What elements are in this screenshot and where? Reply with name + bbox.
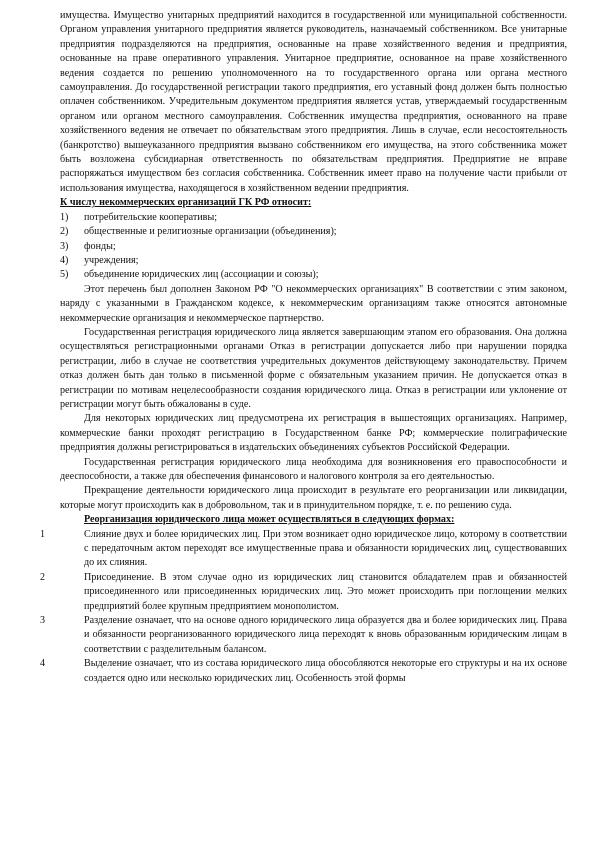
list-item-text: Разделение означает, что на основе одного юридического лица образуется два и более юридических лиц. Права и обязанности реорганизованного юридического лица переходят к вновь образованным юридическим лицам в соответствии с разделительным балансом.	[84, 615, 567, 655]
list-item-text: Присоединение. В этом случае одно из юридических лиц становится обладателем прав и обязанностей присоединенного или присоединенных юридических лиц. Это может происходить при поглощении мелких предприятий более крупным предприятием монополистом.	[84, 571, 567, 612]
list-item-text: Слияние двух и более юридических лиц. При этом возникает одно юридическое лицо, которому в соответствии с передаточным актом переходят все имущественные права и обязанности юридических лиц, существовавших до их слияния.	[84, 528, 567, 569]
list-item-text: Выделение означает, что из состава юридического лица обособляются некоторые его структуры и на их основе создается одно или несколько юридических лиц. Особенность этой формы	[84, 658, 567, 684]
list-item-text: общественные и религиозные организации (объединения);	[84, 226, 337, 238]
list-item-number: 2	[40, 571, 46, 583]
list-item-number: 1	[40, 528, 46, 540]
list-item	[60, 211, 567, 225]
list-item-text: фонды;	[84, 240, 116, 252]
list-item	[40, 528, 567, 571]
body-paragraph: Государственная регистрация юридического лица является завершающим этапом его образования. Она должна осуществляться регистрационными органами Отказ в регистрации допускается либо при нарушении порядка регистрации, либо в случае не соответствия учредительных документов действующему законодательству. Причем отказ должен быть дан только в письменной форме с обязательным указанием причин. Не допускается отказ в регистрации по мотивам нецелесообразности создания юридического лица. Отказ в регистрации или уклонение от регистрации могут быть обжалованы в суде.	[60, 326, 567, 410]
list-item-number: 5)	[60, 269, 69, 281]
list-item-text: учреждения;	[84, 254, 139, 266]
list-item-number: 4)	[60, 254, 69, 266]
list-item	[40, 614, 567, 657]
list-item-number: 1)	[60, 211, 69, 223]
list-item	[40, 571, 567, 614]
intro-paragraph: имущества. Имущество унитарных предприятий находится в государственной или муниципальной собственности. Органом управления унитарного предприятия является руководитель, назначаемый собственником. Все унитарные предприятия подразделяются на предприятия, основанные на праве хозяйственного ведения и предприятия, основанные на праве оперативного управления. Унитарное предприятие, основанное на праве хозяйственного ведения создается по решению уполномоченного на то государственного органа или органа местного самоуправления. До государственной регистрации такого предприятия, его уставный фонд должен быть полностью оплачен собственником. Учредительным документом предприятия является устав, утверждаемый государственным органом или органом местного самоуправления. Собственник имущества предприятия, основанного на праве хозяйственного ведения не отвечает по обязательствам этого предприятия. Лишь в случае, если несостоятельность (банкротство) вышеуказанного предприятия вызвано собственником его имущества, на этого собственника может быть возложена субсидиарная ответственность по обязательствам предприятия. Предприятие не вправе распоряжаться имуществом без согласия собственника. Собственник имеет право на получение части прибыли от использования имущества, находящегося в хозяйственном ведении предприятия.	[60, 10, 567, 194]
list-item	[40, 657, 567, 686]
nonprofit-heading: К числу некоммерческих организаций ГК РФ относит:	[60, 197, 312, 209]
list-item-number: 2)	[60, 226, 69, 238]
body-paragraph: Прекращение деятельности юридического лица происходит в результате его реорганизации или ликвидации, которые могут происходить как в добровольном, так и в принудительном порядке, т. е. по решению суда.	[60, 485, 567, 511]
list-item-text: потребительские кооперативы;	[84, 211, 218, 223]
list-item	[60, 225, 567, 239]
body-paragraph: Для некоторых юридических лиц предусмотрена их регистрация в вышестоящих организациях. Например, коммерческие банки проходят регистрацию в Государственном банке РФ; коммерческие полиграфические предприятия должны регистрироваться в издательских объединениях субъектов Российской Федерации.	[60, 413, 567, 454]
list-item-number: 3	[40, 615, 46, 627]
reorg-heading: Реорганизация юридического лица может осуществляться в следующих формах:	[84, 514, 455, 526]
list-item-number: 4	[40, 658, 46, 670]
list-item	[60, 254, 567, 268]
list-item-number: 3)	[60, 240, 69, 252]
body-paragraph: Этот перечень был дополнен Законом РФ "О некоммерческих организациях" В соответствии с этим законом, наряду с указанными в Гражданском кодексе, к некоммерческим организациям также относятся автономные некоммерческие организация и некоммерческое партнерство.	[60, 283, 567, 324]
reorg-list	[40, 528, 567, 686]
nonprofit-list	[60, 211, 567, 283]
list-item	[60, 240, 567, 254]
list-item-text: объединение юридических лиц (ассоциации и союзы);	[84, 269, 319, 281]
list-item	[60, 268, 567, 282]
body-paragraph: Государственная регистрация юридического лица необходима для возникновения его правоспособности и дееспособности, а также для обеспечения финансового и налогового контроля за его деятельностью.	[60, 456, 567, 482]
